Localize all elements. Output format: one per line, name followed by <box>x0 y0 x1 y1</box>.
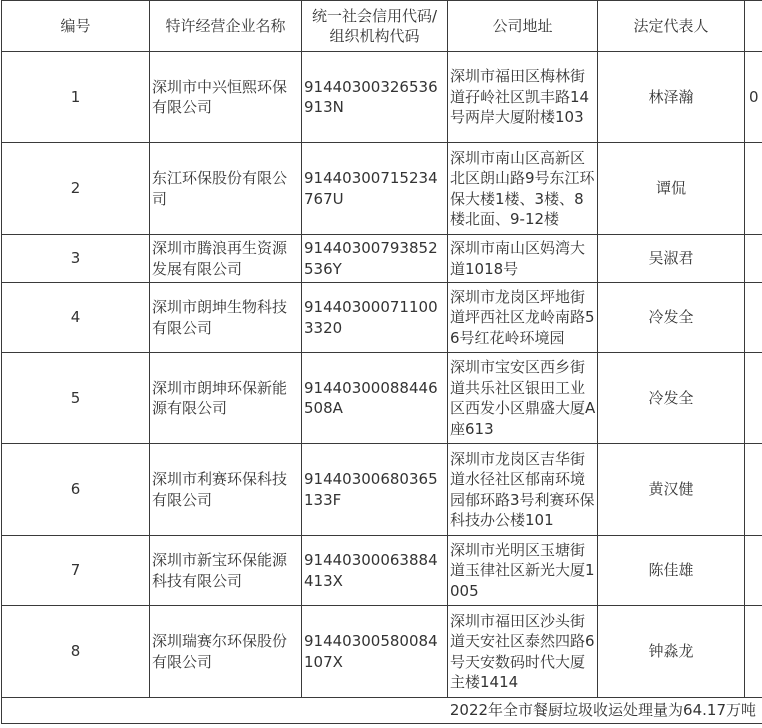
cell-code: 91440300680365133F <box>302 444 448 536</box>
cell-name: 深圳市朗坤生物科技有限公司 <box>150 283 302 353</box>
cell-code: 91440300715234767U <box>302 143 448 235</box>
table-row <box>2 283 762 353</box>
cell-no: 8 <box>2 606 150 698</box>
header-address: 公司地址 <box>448 1 598 52</box>
cell-no: 4 <box>2 283 150 353</box>
cell-address: 深圳市南山区高新区北区朗山路9号东江环保大楼1楼、3楼、8楼北面、9-12楼 <box>448 143 598 235</box>
cell-extra <box>745 235 762 283</box>
cell-address: 深圳市龙岗区吉华街道水径社区郁南环境园郁环路3号利赛环保科技办公楼101 <box>448 444 598 536</box>
header-name: 特许经营企业名称 <box>150 1 302 52</box>
cell-extra <box>745 536 762 606</box>
cell-name: 深圳市新宝环保能源科技有限公司 <box>150 536 302 606</box>
cell-no: 2 <box>2 143 150 235</box>
table-row <box>2 52 762 143</box>
header-code <box>302 1 448 52</box>
cell-extra <box>745 444 762 536</box>
cell-address: 深圳市南山区妈湾大道1018号 <box>448 235 598 283</box>
table-row <box>2 606 762 698</box>
cell-rep: 谭侃 <box>598 143 745 235</box>
cell-name: 深圳市腾浪再生资源发展有限公司 <box>150 235 302 283</box>
licensee-table <box>1 0 762 724</box>
cell-no: 5 <box>2 353 150 444</box>
cell-rep: 陈佳雄 <box>598 536 745 606</box>
footer-row <box>2 698 762 724</box>
cell-extra <box>745 283 762 353</box>
cell-address: 深圳市宝安区西乡街道共乐社区银田工业区西发小区鼎盛大厦A座613 <box>448 353 598 444</box>
cell-no: 3 <box>2 235 150 283</box>
cell-code: 91440300580084107X <box>302 606 448 698</box>
header-rep: 法定代表人 <box>598 1 745 52</box>
footer-note: 2022年全市餐厨垃圾收运处理量为64.17万吨 <box>2 698 762 724</box>
cell-rep: 黄汉健 <box>598 444 745 536</box>
cell-rep: 钟淼龙 <box>598 606 745 698</box>
cell-code: 91440300063884413X <box>302 536 448 606</box>
cell-name: 东江环保股份有限公司 <box>150 143 302 235</box>
cell-name: 深圳市朗坤环保新能源有限公司 <box>150 353 302 444</box>
cell-no: 6 <box>2 444 150 536</box>
cell-extra <box>745 606 762 698</box>
cell-address: 深圳市龙岗区坪地街道坪西社区龙岭南路56号红花岭环境园 <box>448 283 598 353</box>
table-row <box>2 536 762 606</box>
header-no: 编号 <box>2 1 150 52</box>
cell-code: 91440300088446508A <box>302 353 448 444</box>
table-row <box>2 143 762 235</box>
cell-name: 深圳市利赛环保科技有限公司 <box>150 444 302 536</box>
cell-name: 深圳瑞赛尔环保股份有限公司 <box>150 606 302 698</box>
cell-extra <box>745 52 762 143</box>
cell-address: 深圳市福田区沙头街道天安社区泰然四路6号天安数码时代大厦主楼1414 <box>448 606 598 698</box>
cell-code: 914403000711003320 <box>302 283 448 353</box>
header-extra <box>745 1 762 52</box>
cell-no: 1 <box>2 52 150 143</box>
cell-code: 91440300793852536Y <box>302 235 448 283</box>
cell-extra <box>745 143 762 235</box>
cell-rep: 林泽瀚 <box>598 52 745 143</box>
table-row <box>2 444 762 536</box>
table-row <box>2 235 762 283</box>
table-row <box>2 353 762 444</box>
cell-address: 深圳市光明区玉塘街道玉律社区新光大厦1005 <box>448 536 598 606</box>
header-row <box>2 1 762 52</box>
cell-no: 7 <box>2 536 150 606</box>
cell-code: 91440300326536913N <box>302 52 448 143</box>
cell-rep: 冷发全 <box>598 283 745 353</box>
cell-address: 深圳市福田区梅林街道孖岭社区凯丰路14号两岸大厦附楼103 <box>448 52 598 143</box>
header-code-line2: 组织机构代码 <box>329 27 420 45</box>
cell-extra <box>745 353 762 444</box>
cell-name: 深圳市中兴恒熙环保有限公司 <box>150 52 302 143</box>
cell-rep: 冷发全 <box>598 353 745 444</box>
cell-extra-text: 0 <box>749 87 759 106</box>
header-code-line1: 统一社会信用代码/ <box>311 6 438 25</box>
cell-rep: 吴淑君 <box>598 235 745 283</box>
